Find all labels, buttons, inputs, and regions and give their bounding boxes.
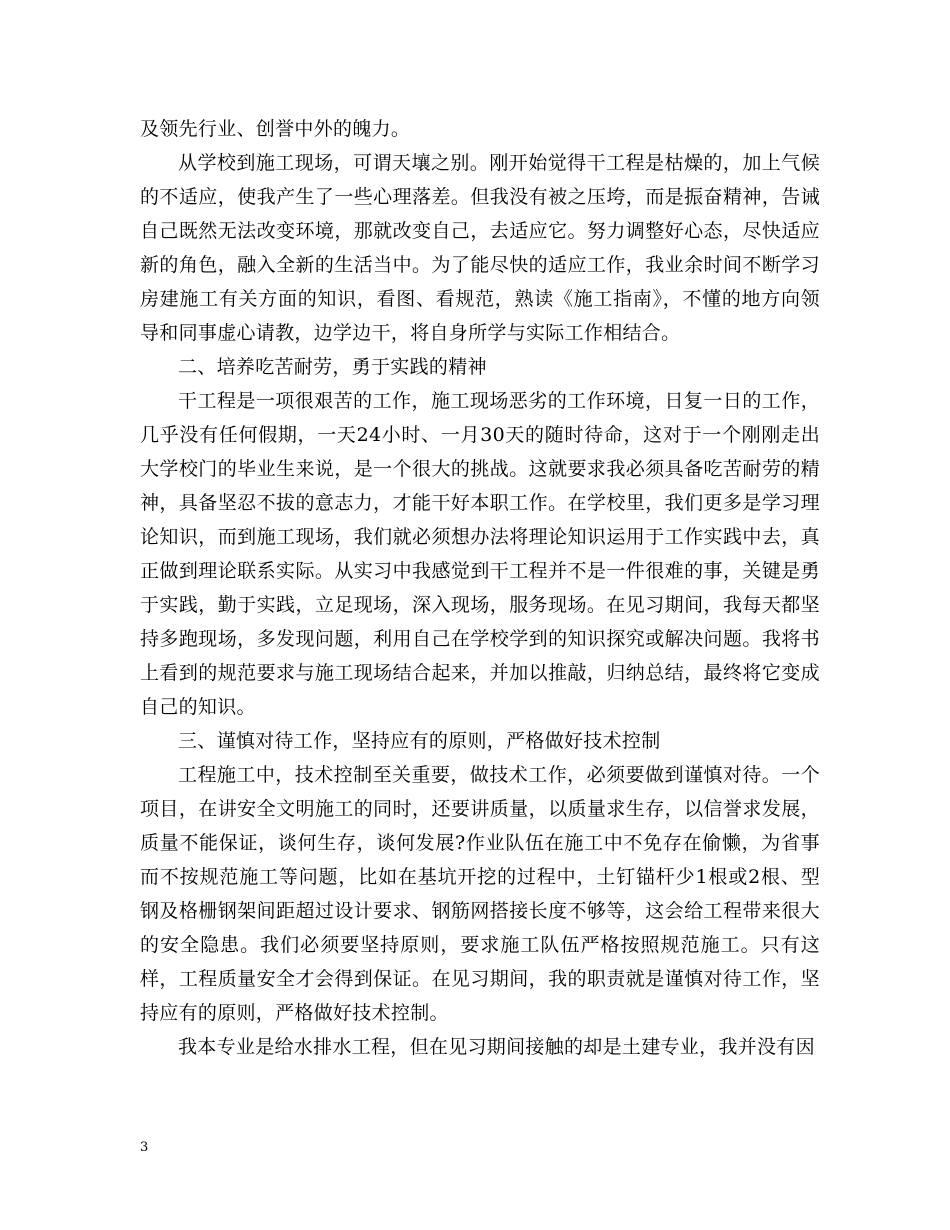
paragraph: 干工程是一项很艰苦的工作，施工现场恶劣的工作环境，日复一日的工作，几乎没有任何假期，一天24小时、一月30天的随时待命，这对于一个刚刚走出大学校门的毕业生来说，是一个很大的挑战。这就要求我必须具备吃苦耐劳的精神，具备坚忍不拔的意志力，才能干好本职工作。在学校里，我们更多是学习理论知识，而到施工现场，我们就必须想办法将理论知识运用于工作实践中去，真正做到理论联系实际。从实习中我感觉到干工程并不是一件很难的事，关键是勇于实践，勤于实践，立足现场，深入现场，服务现场。在见习期间，我每天都坚持多跑现场，多发现问题，利用自己在学校学到的知识探究或解决问题。我将书上看到的规范要求与施工现场结合起来，并加以推敲，归纳总结，最终将它变成自己的知识。 [140,390,820,718]
paragraph-continuation: 及领先行业、创誉中外的魄力。 [140,118,411,140]
section-heading: 二、培养吃苦耐劳，勇于实践的精神 [178,356,487,378]
paragraph: 工程施工中，技术控制至关重要，做技术工作，必须要做到谨慎对待。一个项目，在讲安全文明施工的同时，还要讲质量，以质量求生存，以信誉求发展，质量不能保证，谈何生存，谈何发展?作业队伍在施工中不免存在偷懒，为省事而不按规范施工等问题，比如在基坑开挖的过程中，土钉锚杆少1根或2根、型钢及格栅钢架间距超过设计要求、钢筋网搭接长度不够等，这会给工程带来很大的安全隐患。我们必须要坚持原则，要求施工队伍严格按照规范施工。只有这样，工程质量安全才会得到保证。在见习期间，我的职责就是谨慎对待工作，坚持应有的原则，严格做好技术控制。 [140,764,820,1024]
page-number: 3 [140,1140,149,1155]
paragraph: 从学校到施工现场，可谓天壤之别。刚开始觉得干工程是枯燥的，加上气候的不适应，使我产生了一些心理落差。但我没有被之压垮，而是振奋精神，告诫自己既然无法改变环境，那就改变自己，去适应它。努力调整好心态，尽快适应新的角色，融入全新的生活当中。为了能尽快的适应工作，我业余时间不断学习房建施工有关方面的知识，看图、看规范，熟读《施工指南》，不懂的地方向领导和同事虚心请教，边学边干，将自身所学与实际工作相结合。 [140,152,820,344]
section-heading: 三、谨慎对待工作，坚持应有的原则，严格做好技术控制 [178,730,661,752]
paragraph: 我本专业是给水排水工程，但在见习期间接触的却是土建专业，我并没有因 [178,1036,815,1058]
document-body [140,112,820,1064]
